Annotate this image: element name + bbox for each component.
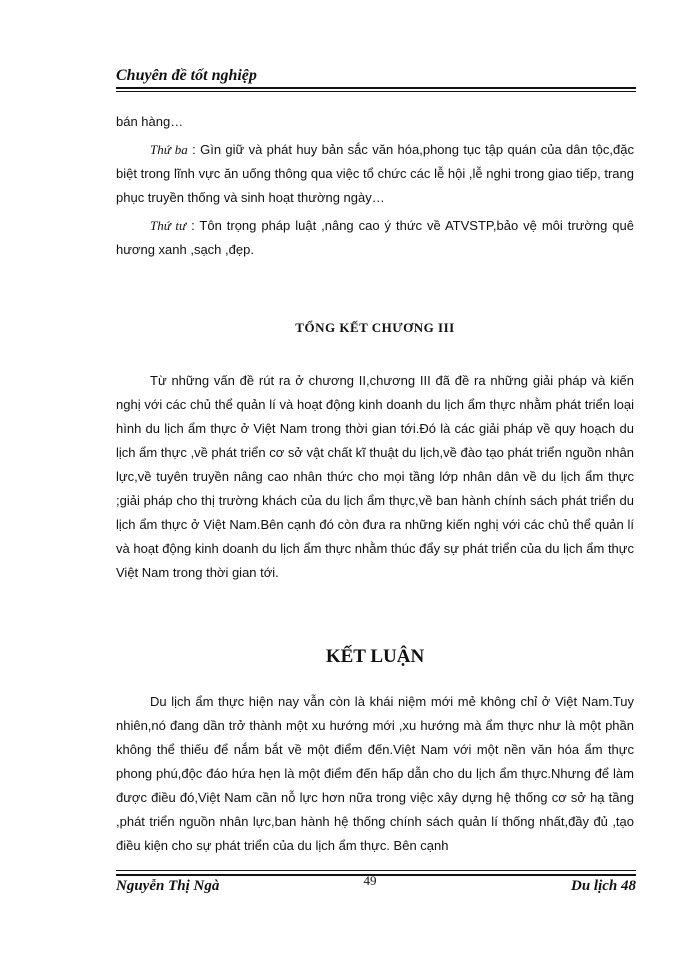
conclusion-paragraph: Du lịch ẩm thực hiện nay vẫn còn là khái niệm mới mẻ không chỉ ở Việt Nam.Tuy nhiên,nó đang dần trở thành một xu hướng mới ,xu hướng mà ẩm thực như là một phần không thể thiếu để nắm bắt về một điểm đến.Việt Nam với một nền văn hóa ẩm thực phong phú,độc đáo hứa hẹn là một điểm đến hấp dẫn cho du lịch ẩm thực.Nhưng để làm được điều đó,Việt Nam cần nỗ lực hơn nữa trong việc xây dựng hệ thống cơ sở hạ tầng ,phát triển nguồn nhân lực,ban hành hệ thống chính sách quản lí thống nhất,đầy đủ ,tạo điều kiện cho sự phát triển của du lịch ẩm thực. Bên cạnh [116, 694, 634, 853]
paragraph-text: : Gìn giữ và phát huy bản sắc văn hóa,phong tục tập quán của dân tộc,đặc biệt trong lĩnh vực ăn uống thông qua việc tổ chức các lễ hội ,lễ nghi trong giao tiếp, trang phục truyền thống và sinh hoạt thường ngày… [116, 142, 634, 205]
chapter-summary-text [116, 369, 634, 585]
conclusion-text [116, 690, 634, 858]
conclusion-title: KẾT LUẬN [325, 646, 425, 667]
header-rule-thick [116, 87, 636, 89]
footer-class: Du lịch 48 [570, 878, 636, 894]
page-number: 49 [363, 873, 377, 888]
footer-author: Nguyễn Thị Ngà [116, 878, 220, 894]
page-header-title: Chuyên đề tốt nghiệp [116, 67, 257, 84]
header-rule-thin [116, 91, 636, 92]
body-text [116, 110, 634, 266]
paragraph-lead-label: Thứ tư [150, 218, 187, 233]
paragraph-thu-tu [116, 214, 634, 262]
paragraph-continuation: bán hàng… [116, 114, 184, 129]
chapter-summary-title: TỔNG KẾT CHƯƠNG III [295, 320, 455, 335]
paragraph-lead-label: Thứ ba [150, 142, 188, 157]
paragraph-thu-ba [116, 138, 634, 210]
footer-rule-thin [116, 870, 636, 871]
paragraph-text: : Tôn trọng pháp luật ,nâng cao ý thức về ATVSTP,bảo vệ môi trường quê hương xanh ,sạch ,đẹp. [116, 218, 634, 257]
summary-paragraph: Từ những vấn đề rút ra ở chương II,chương III đã đề ra những giải pháp và kiến nghị với các chủ thể quản lí và hoạt động kinh doanh du lịch ẩm thực nhằm phát triển loại hình du lịch ẩm thực ở Việt Nam trong thời gian tới.Đó là các giải pháp về quy hoạch du lịch ẩm thực ,về phát triển cơ sở vật chất kĩ thuật du lịch,về đào tạo phát triển nguồn nhân lực,về tuyên truyền nâng cao nhân thức cho mọi tầng lớp nhân dân về du lịch ẩm thực ;giải pháp cho thị trường khách của du lịch ẩm thực,về ban hành chính sách phát triển du lịch ẩm thực ở Việt Nam.Bên cạnh đó còn đưa ra những kiến nghị với các chủ thể quản lí và hoạt động kinh doanh du lịch ẩm thực nhằm thúc đẩy sự phát triển của du lịch ẩm thực Việt Nam trong thời gian tới. [116, 373, 634, 580]
